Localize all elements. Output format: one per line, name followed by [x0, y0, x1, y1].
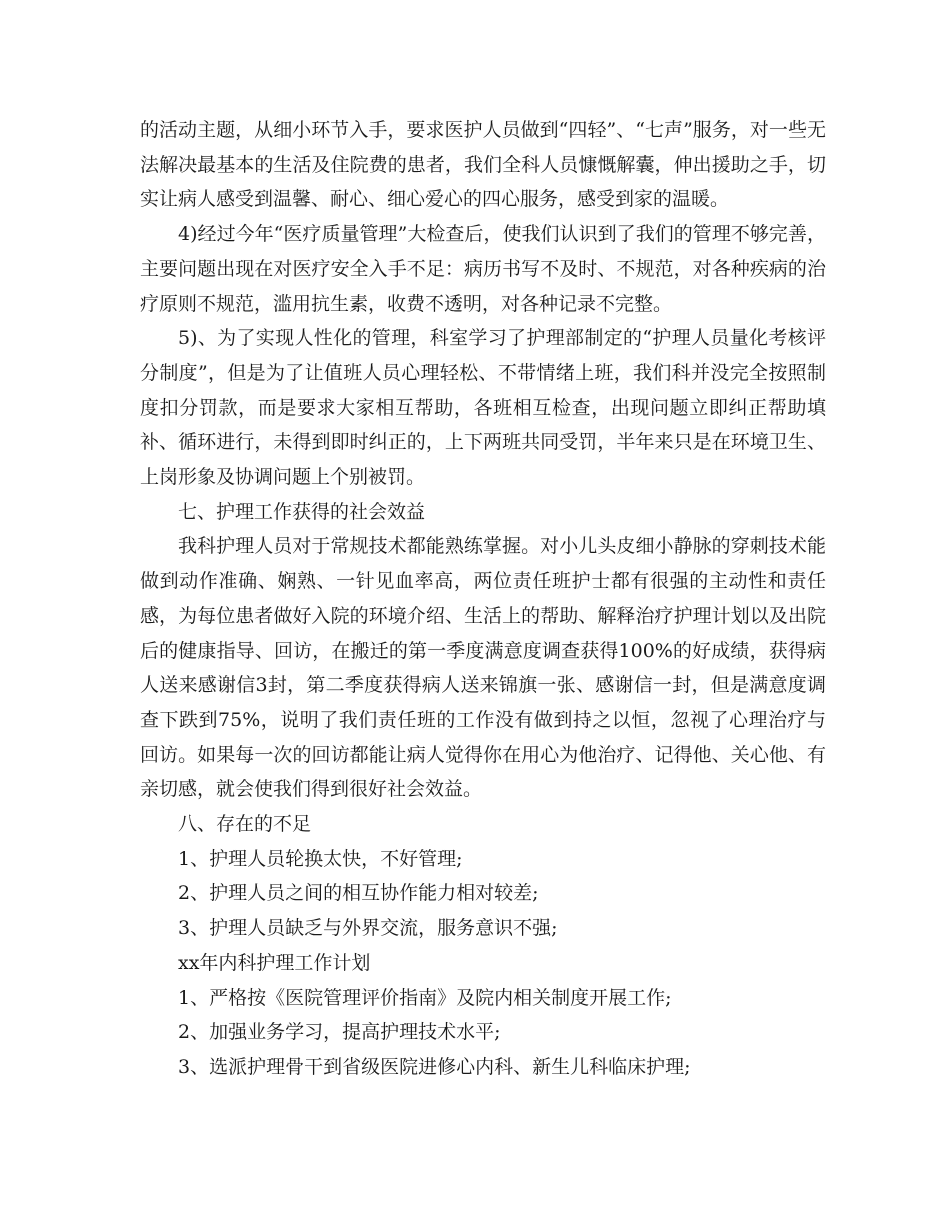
section-heading-shortcomings: 八、存在的不足	[178, 813, 312, 836]
paragraph-social-benefit: 我科护理人员对于常规技术都能熟练掌握。对小儿头皮细小静脉的穿刺技术能做到动作准确、娴熟、一针见血率高，两位责任班护士都有很强的主动性和责任感，为每位患者做好入院的环境介绍、生活上的帮助、解释治疗护理计划以及出院后的健康指导、回访，在搬迁的第一季度满意度调查获得100%的好成绩，获得病人送来感谢信3封，第二季度获得病人送来锦旗一张、感谢信一封，但是满意度调查下跌到75%，说明了我们责任班的工作没有做到持之以恒，忽视了心理治疗与回访。如果每一次的回访都能让病人觉得你在用心为他治疗、记得他、关心他、有亲切感，就会使我们得到很好社会效益。	[140, 535, 826, 801]
list-item-plan-1: 1、严格按《医院管理评价指南》及院内相关制度开展工作;	[178, 986, 672, 1009]
paragraph-activity-theme: 的活动主题，从细小环节入手，要求医护人员做到“四轻”、“七声”服务，对一些无法解决最基本的生活及住院费的患者，我们全科人员慷慨解囊，伸出援助之手，切实让病人感受到温馨、耐心、细心爱心的四心服务，感受到家的温暖。	[140, 119, 826, 211]
list-item-shortcoming-3: 3、护理人员缺乏与外界交流，服务意识不强;	[178, 917, 558, 940]
document-body	[140, 113, 826, 1085]
section-heading-social-benefit: 七、护理工作获得的社会效益	[178, 500, 426, 523]
list-item-plan-2: 2、加强业务学习，提高护理技术水平;	[178, 1021, 501, 1044]
paragraph-quality-inspection: 4)经过今年“医疗质量管理”大检查后，使我们认识到了我们的管理不够完善，主要问题出现在对医疗安全入手不足：病历书写不及时、不规范，对各种疾病的治疗原则不规范，滥用抗生素，收费不透明，对各种记录不完整。	[140, 223, 826, 315]
paragraph-humanized-management: 5)、为了实现人性化的管理，科室学习了护理部制定的“护理人员量化考核评分制度”，但是为了让值班人员心理轻松、不带情绪上班，我们科并没完全按照制度扣分罚款，而是要求大家相互帮助，各班相互检查，出现问题立即纠正帮助填补、循环进行，未得到即时纠正的，上下两班共同受罚，半年来只是在环境卫生、上岗形象及协调问题上个别被罚。	[140, 327, 826, 489]
list-item-plan-3: 3、选派护理骨干到省级医院进修心内科、新生儿科临床护理;	[178, 1055, 691, 1078]
section-heading-work-plan: xx年内科护理工作计划	[178, 951, 371, 974]
list-item-shortcoming-2: 2、护理人员之间的相互协作能力相对较差;	[178, 882, 539, 905]
list-item-shortcoming-1: 1、护理人员轮换太快，不好管理;	[178, 847, 463, 870]
